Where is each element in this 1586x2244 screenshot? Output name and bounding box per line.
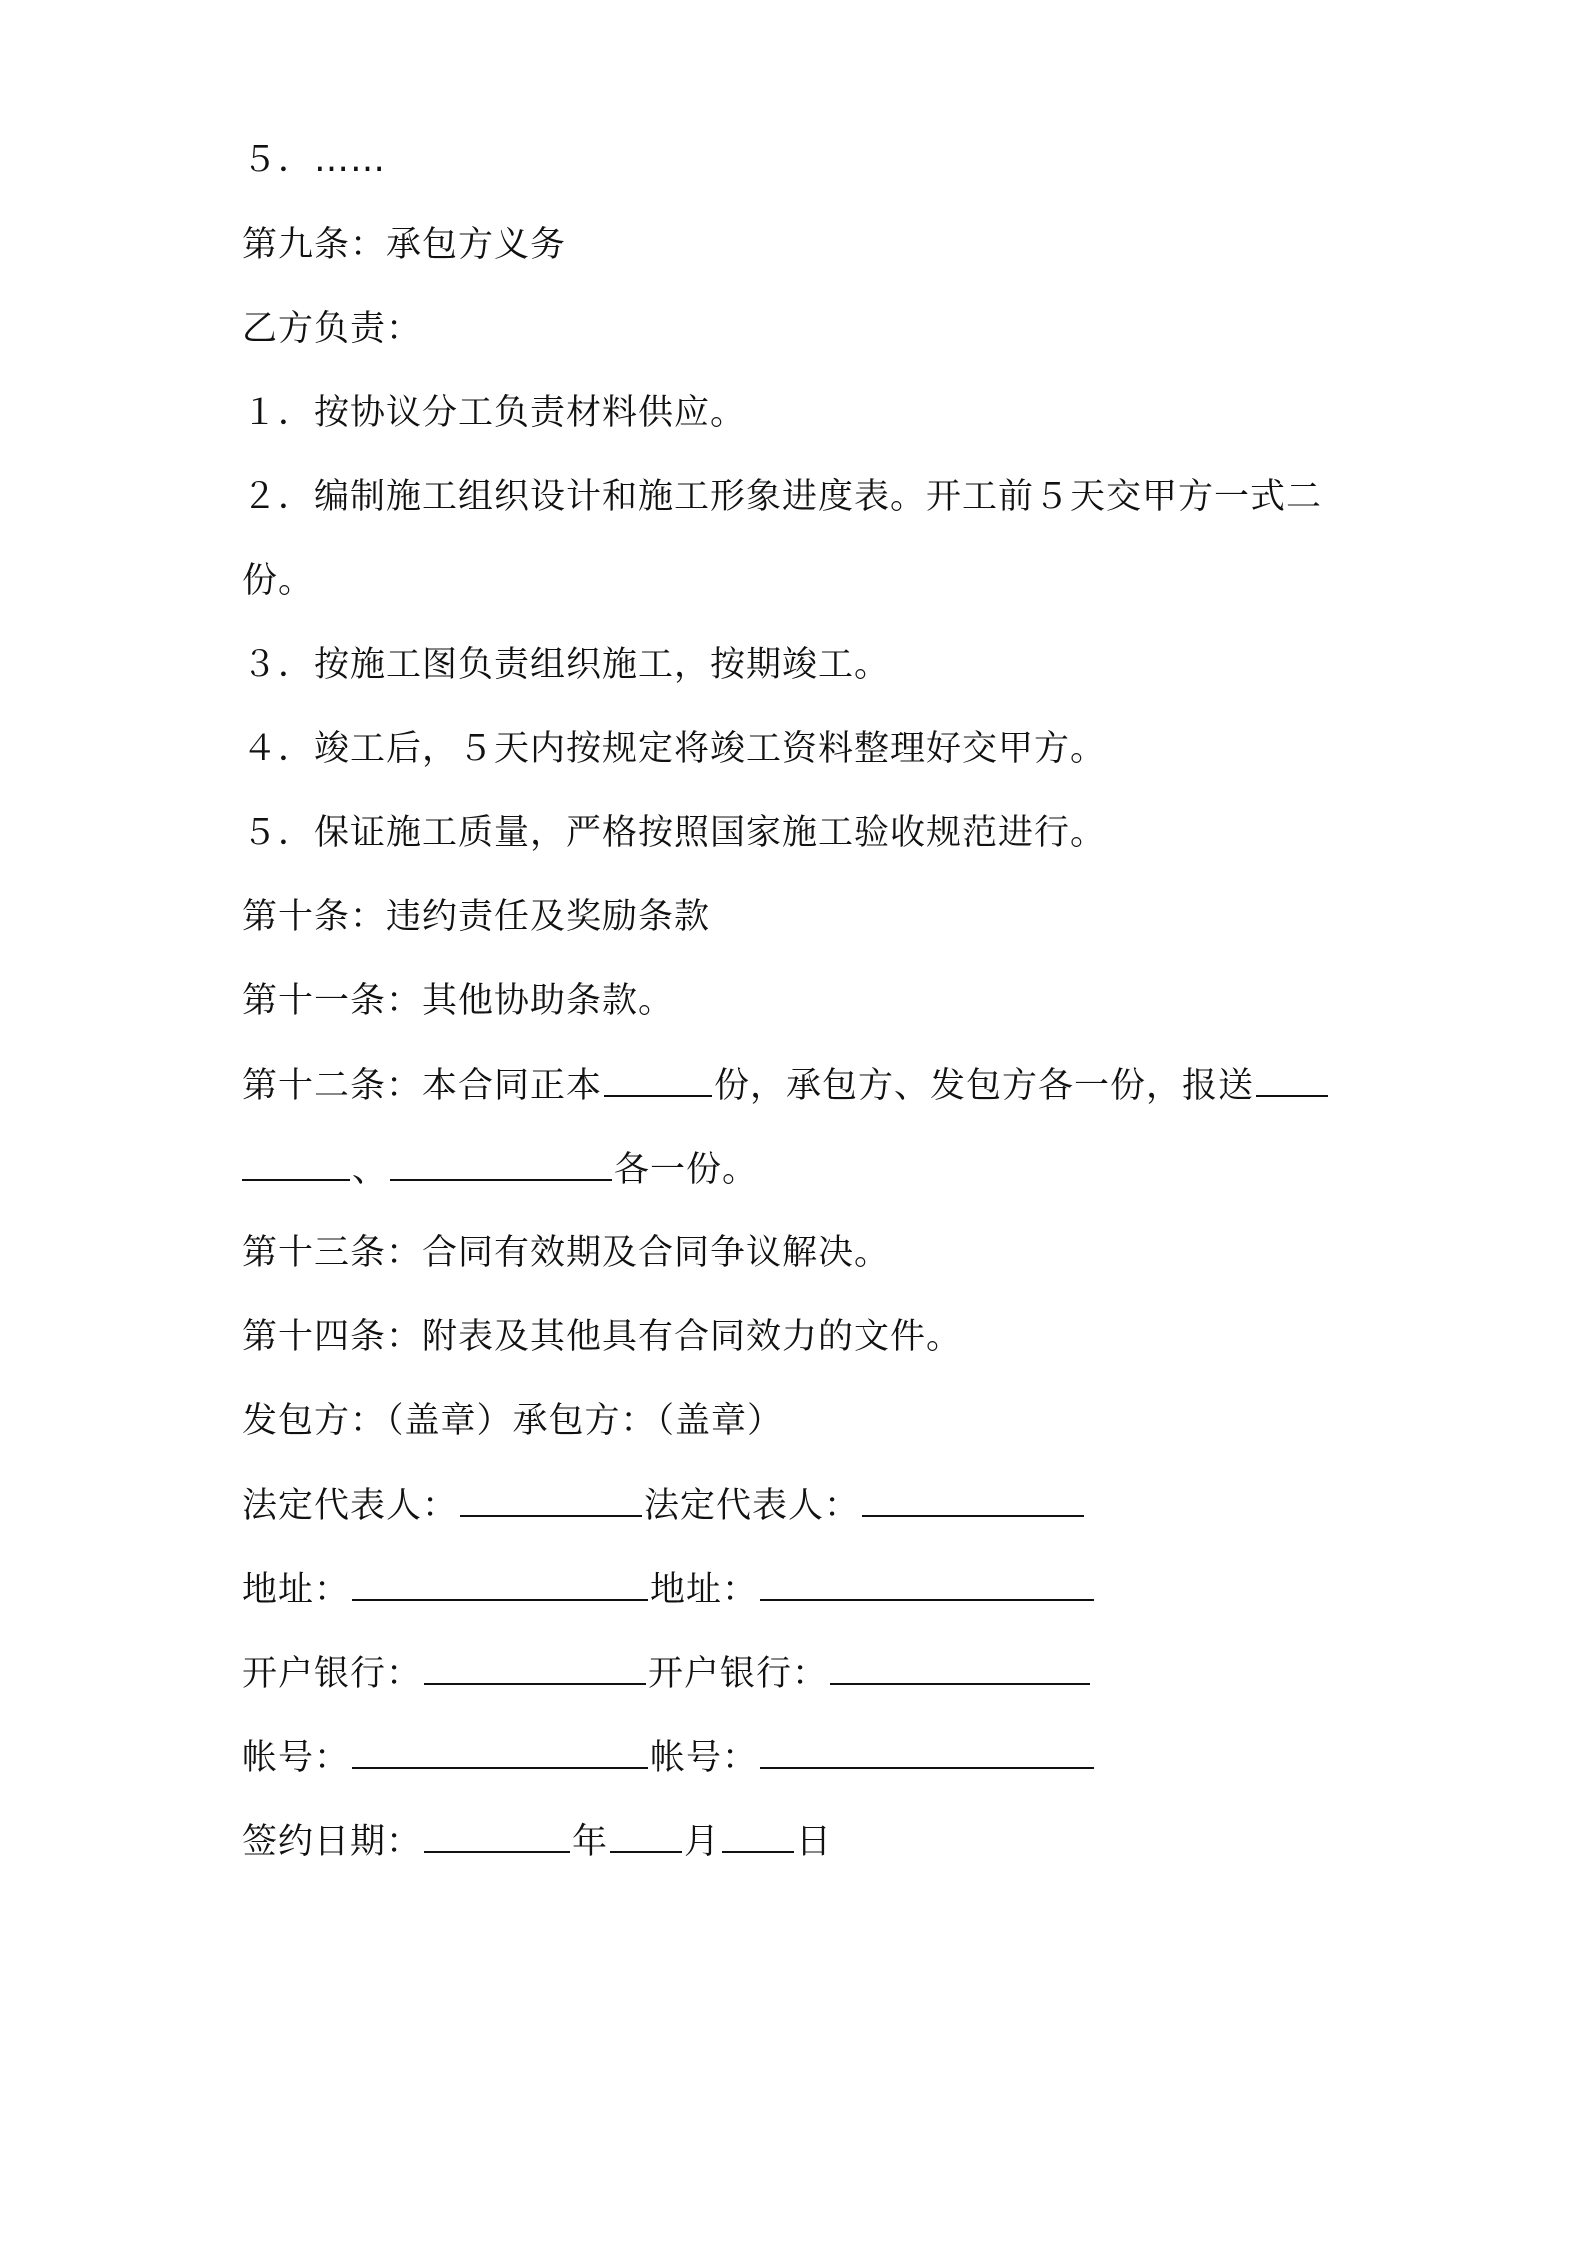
duty-3: ３．按施工图负责组织施工，按期竣工。: [242, 645, 891, 685]
clause-12-text-a: 第十二条：本合同正本: [242, 1066, 603, 1106]
address-label-1: 地址：: [242, 1570, 351, 1610]
address-label-2: 地址：: [650, 1570, 759, 1610]
address-blank-1[interactable]: [352, 1565, 648, 1601]
legal-rep-blank-2[interactable]: [862, 1481, 1084, 1517]
account-label-1: 帐号：: [242, 1738, 351, 1778]
day-label: 日: [796, 1822, 833, 1862]
clause-12-line-2: [242, 1145, 1362, 1194]
duty-1: １．按协议分工负责材料供应。: [242, 393, 747, 433]
bank-blank-2[interactable]: [830, 1649, 1090, 1685]
submit-to-blank-2[interactable]: [390, 1145, 612, 1181]
account-row: [242, 1733, 1362, 1782]
bank-row: [242, 1649, 1362, 1698]
clause-11: 第十一条：其他协助条款。: [242, 981, 675, 1021]
month-label: 月: [684, 1822, 721, 1862]
address-blank-2[interactable]: [760, 1565, 1094, 1601]
bank-blank-1[interactable]: [424, 1649, 646, 1685]
duty-4: ４．竣工后，５天内按规定将竣工资料整理好交甲方。: [242, 729, 1107, 769]
bank-label-1: 开户银行：: [242, 1654, 423, 1694]
clause-12-text-b: 份，承包方、发包方各一份，报送: [714, 1066, 1255, 1106]
item-5-ellipsis: ５．……: [242, 140, 387, 180]
legal-rep-label-2: 法定代表人：: [644, 1486, 861, 1526]
clause-10: 第十条：违约责任及奖励条款: [242, 897, 711, 937]
year-label: 年: [572, 1822, 609, 1862]
clause-9-heading: 第九条：承包方义务: [242, 225, 567, 265]
signing-date-row: [242, 1817, 1362, 1866]
account-blank-1[interactable]: [352, 1733, 648, 1769]
legal-rep-blank-1[interactable]: [460, 1481, 642, 1517]
legal-rep-row: [242, 1481, 1362, 1530]
bank-label-2: 开户银行：: [648, 1654, 829, 1694]
day-blank[interactable]: [722, 1817, 794, 1853]
clause-12-text-c: 、: [352, 1150, 389, 1190]
account-blank-2[interactable]: [760, 1733, 1094, 1769]
account-label-2: 帐号：: [650, 1738, 759, 1778]
party-b-duties-intro: 乙方负责：: [242, 309, 423, 349]
submit-to-blank-1b[interactable]: [242, 1145, 350, 1181]
copies-blank[interactable]: [604, 1061, 712, 1097]
clause-12-text-d: 各一份。: [614, 1150, 759, 1190]
duty-5: ５．保证施工质量，严格按照国家施工验收规范进行。: [242, 813, 1107, 853]
signature-parties: 发包方：（盖章）承包方：（盖章）: [242, 1401, 784, 1441]
duty-2-line-2: 份。: [242, 561, 315, 601]
year-blank[interactable]: [424, 1817, 570, 1853]
duty-2-line-1: ２．编制施工组织设计和施工形象进度表。开工前５天交甲方一式二: [242, 477, 1323, 517]
month-blank[interactable]: [610, 1817, 682, 1853]
signing-date-label: 签约日期：: [242, 1822, 423, 1862]
legal-rep-label-1: 法定代表人：: [242, 1486, 459, 1526]
clause-12-line-1: [242, 1061, 1362, 1110]
clause-13: 第十三条：合同有效期及合同争议解决。: [242, 1233, 891, 1273]
address-row: [242, 1565, 1362, 1614]
submit-to-blank-1a[interactable]: [1256, 1061, 1328, 1097]
clause-14: 第十四条：附表及其他具有合同效力的文件。: [242, 1317, 963, 1357]
